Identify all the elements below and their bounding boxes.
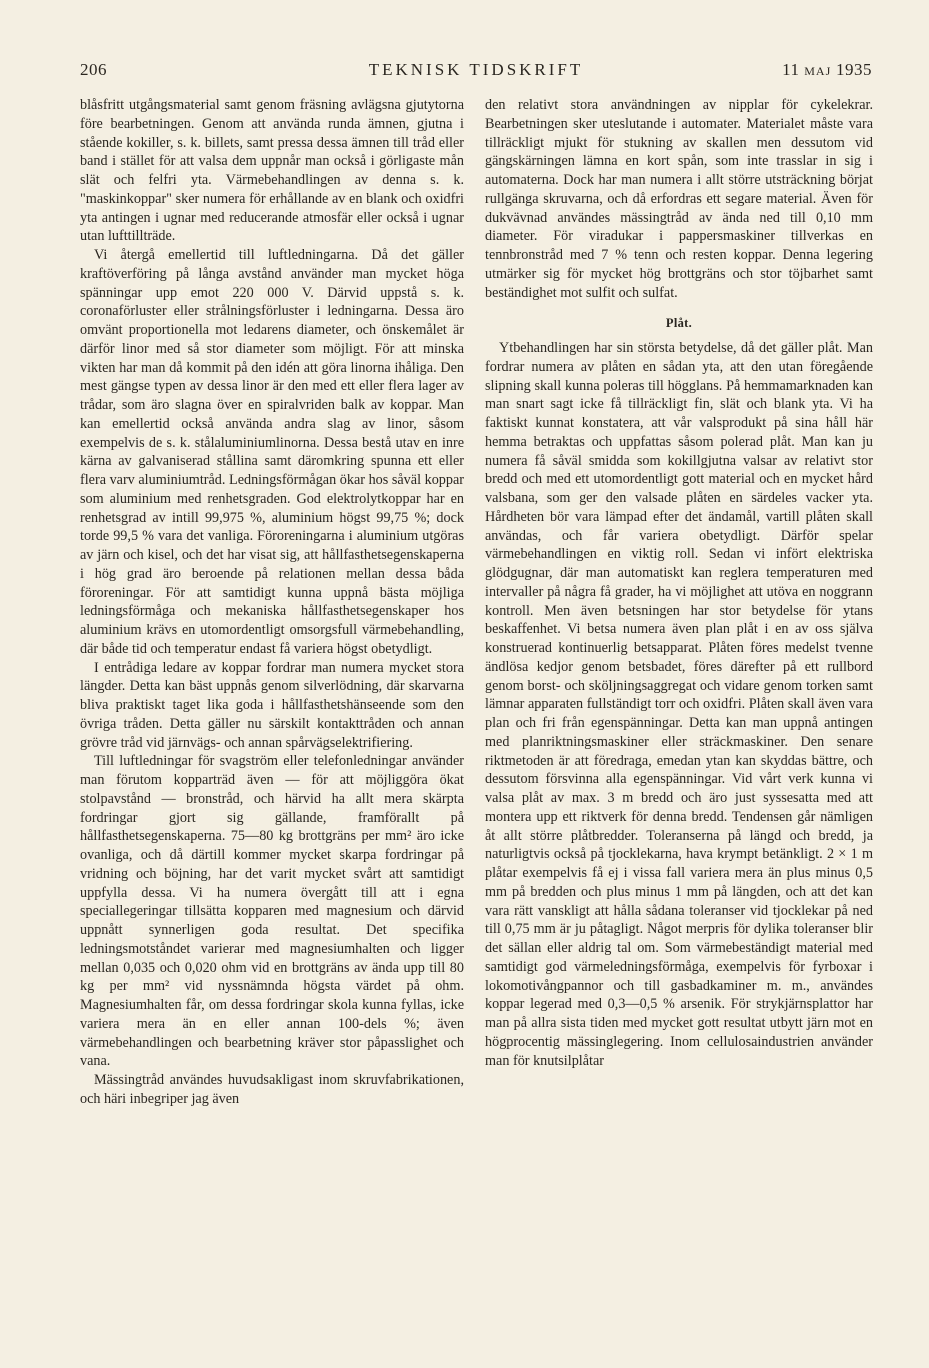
paragraph: Vi återgå emellertid till luftledningarna. Då det gäller kraftöverföring på långa avstånd använder man mycket höga spänningar upp emot 220 000 V. Därvid uppstå s. k. coronaförluster eller strålningsförluster i ledningarna. Dessa äro omvänt proportionella mot ledarens diameter, och önskemålet är därför linor med så stor diameter som möjligt. För att minska vikten har man då kommit på den idén att göra linorna ihåliga. Den mest gängse typen av dessa linor är den med ett eller flera lager av trådar, som äro slagna över en spiralvriden balk av koppar. Man kan emellertid också använda andra slag av linor, såsom exempelvis de s. k. stålaluminiumlinorna. Dessa bestå utav en inre kärna av galvaniserad stållina samt däromkring spunna ett eller flera varv aluminiumtråd. Ledningsförmågan ökar hos såväl koppar som aluminium med renhetsgraden. God elektrolytkoppar har en renhetsgrad av intill 99,975 %, aluminium högst 99,75 %; dock torde 99,5 % vara det vanliga. Föroreningarna i aluminium utgöras av järn och kisel, och det har visat sig, att hållfasthetsegenskaperna i hög grad äro beroende på relationen mellan dessa båda föroreningar. För att samtidigt kunna uppnå bästa möjliga ledningsförmåga och mekaniska hållfasthetsegenskaper hos aluminium krävs en utomordentligt omsorgsfull värmebehandling, där både tid och temperatur endast få variera högst obetydligt. [80, 247, 464, 657]
paragraph: Ytbehandlingen har sin största betydelse, då det gäller plåt. Man fordrar numera av plåten en sådan yta, att den utan föregående slipning skall kunna poleras till högglans. På hemmamarknaden kan man snart sagt icke få tillräckligt fin, slät och blank yta. Vi ha faktiskt kunnat konstatera, att vår valsprodukt på sina håll här hemma betraktas och uppfattas såsom polerad plåt. Man kan ju numera få såväl smidda som kokillgjutna valsar av relativt stor bredd och med ett utomordentligt gott material och en mycket hård valsbana, som ger den valsade plåten en särdeles vacker yta. Hårdheten bör vara lämpad efter det ändamål, vartill plåten skall användas, och får variera obetydligt. Därför spelar värmebehandlingen en viktig roll. Sedan vi infört elektriska glödgugnar, där man automatiskt kan reglera temperaturen med intervaller på några få grader, ha vi möjlighet att utöva en noggrann kontroll. Men även betsningen har stor betydelse för ytans beskaffenhet. Vi betsa numera även plan plåt i en av oss själva konstruerad kontinuerlig betsapparat. Plåten föres medelst tvenne ändlösa kedjor genom betsbadet, föres därefter på ett rullbord genom borst- och sköljningsaggregat och vidare genom torken samt lämnar apparaten fullständigt torr och oxidfri. Plåten skall även vara plan och fri från egenspänningar. Detta kan man uppnå antingen med planriktningsmaskiner eller sträckmaskiner. Den senare riktmetoden är att föredraga, emedan ytan kan skyddas bättre, och dessutom försvinna alla egenspänningar. Vid vårt verk kunna vi valsa plåt av max. 3 m bredd och äro just syssesatta med att montera upp ett riktverk för denna bredd. Tendensen går nämligen åt allt större plåtbredder. Toleranserna på längd och bredd, ja naturligtvis också på tjocklekarna, hava krympt betänkligt. 2 × 1 m plåtar exempelvis få ej i vissa fall variera mera än plus minus 0,5 mm på bredden och plus minus 1 mm på längden, och att det kan vara rätt vanskligt att hålla sådana toleranser vid tjocklekar på ned till 0,75 mm är ju påtagligt. Något merpris för dylika toleranser blir det sällan eller aldrig tal om. Som värmebeständigt material med samtidigt god värmeledningsförmåga, exempelvis för fyrboxar i lokomotivångpannor och till gasbadkaminer m. m., användes koppar legerad med 0,3—0,5 % arsenik. För strykjärnsplattor har man på allra sista tiden med mycket gott resultat utbytt järn mot en högprocentig mässinglegering. Inom cellulosaindustrien använder man för knutsilplåtar [485, 340, 873, 1069]
journal-title: TEKNISK TIDSKRIFT [368, 60, 584, 79]
section-heading: Plåt. [665, 316, 693, 331]
right-column [485, 96, 873, 1070]
date-day: 11 [782, 60, 800, 79]
paragraph: blåsfritt utgångsmaterial samt genom fräsning avlägsna gjutytorna före bearbetningen. Genom att använda runda ämnen, gjutna i stående kokiller, s. k. billets, samt pressa dessa ämnen till tråd eller band i stället för att valsa dem uppnår man också i görligaste mån slät och felfri yta. Värmebehandlingen av denna s. k. "maskinkoppar" sker numera för erhållande av en blank och oxidfri yta antingen i ugnar med reducerande atmosfär eller också i ugnar utan lufttillträde. [80, 97, 464, 245]
date-year: 1935 [836, 60, 872, 79]
issue-date [782, 60, 872, 80]
page-number: 206 [80, 60, 107, 79]
paragraph: I entrådiga ledare av koppar fordrar man numera mycket stora längder. Detta kan bäst uppnås genom silverlödning, där skarvarna bliva praktiskt taget lika goda i hållfasthetshänseende som den övriga tråden. Detta gäller nu särskilt kontakttråden och annan grövre tråd vid järnvägs- och annan spårvägselektrifiering. [80, 659, 464, 751]
page-header [80, 58, 872, 86]
left-column [80, 96, 464, 1109]
paragraph: den relativt stora användningen av nipplar för cykelekrar. Bearbetningen sker uteslutande i automater. Materialet måste vara tillräckligt mjukt för stukning av skallen men dessutom vid gängskärningen lämna en kort spån, som inte trasslar in sig i automaterna. Dock har man numera i allt större utsträckning börjat rullgänga skruvarna, och då erfordras ett segare material. Även för dukvävnad användes mässingtråd av ända ned till 0,10 mm diameter. För viradukar i pappersmaskiner tillverkas en tennbronstråd med 7 % tenn och resten koppar. Denna legering utmärker sig för mycket hög brottgräns och stor töjbarhet samt beständighet mot sulfit och sulfat. [485, 97, 873, 301]
paragraph: Till luftledningar för svagström eller telefonledningar använder man förutom kopparträd även — för att möjliggöra ökat stolpavstånd — bronstråd, och härvid ha allt mera skärpta fordringar gjort sig gällande, framförallt på hållfasthetsegenskaperna. 75—80 kg brottgräns per mm² äro icke ovanliga, och då därtill kommer mycket skarpa fordringar på vridning och böjning, har det varit mycket svårt att samtidigt uppfylla dessa. Vi ha numera övergått till att i egna speciallegeringar tillsätta kopparen med magnesium och därvid uppnått synnerligen goda resultat. Det specifika ledningsmotståndet varierar med magnesiumhalten och ligger mellan 0,035 och 0,020 ohm vid en brottgräns av ända upp till 80 kg per mm² vid nyssnämnda högsta värdet på ohm. Magnesiumhalten får, om dessa fordringar skola kunna fyllas, icke variera mera än en eller annan 100-dels %; även värmebehandlingen och bearbetning kräver stor påpasslighet och vana. [80, 753, 464, 1070]
date-month: MAJ [804, 64, 832, 78]
paragraph: Mässingtråd användes huvudsakligast inom skruvfabrikationen, och häri inbegriper jag även [80, 1072, 464, 1107]
